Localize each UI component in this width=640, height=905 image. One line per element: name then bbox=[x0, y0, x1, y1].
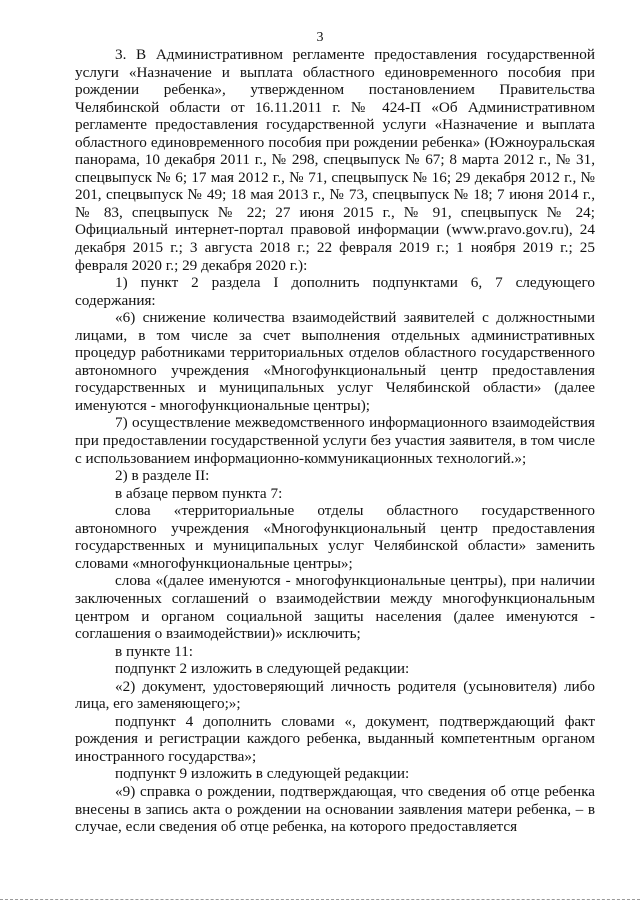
paragraph-subclause-4: подпункт 4 дополнить словами «, документ, подтверждающий факт рождения и регистрации каждого ребенка, выданный компетентным органом иностранного государства»; bbox=[75, 712, 595, 765]
paragraph-subclause-9-intro: подпункт 9 изложить в следующей редакции: bbox=[115, 765, 410, 783]
paragraph-amendment-intro: 3. В Административном регламенте предоставления государственной услуги «Назначение и выплата областного единовременного пособия при рождении ребенка», утвержденном постановлением Правительства Челябинской области от 16.11.2011 г. № 424-П «Об Административном регламенте предоставления государственной услуги «Назначение и выплата областного единовременного пособия при рождении ребенка» (Южноуральская панорама, 10 декабря 2011 г., № 298, спецвыпуск № 67; 8 марта 2012 г., № 31, спецвыпуск № 6; 17 мая 2012 г., № 71, спецвыпуск № 16; 29 декабря 2012 г., № 201, спецвыпуск № 49; 18 мая 2013 г., № 73, спецвыпуск № 18; 7 июня 2014 г., № 83, спецвыпуск № 22; 27 июня 2015 г., № 91, спецвыпуск № 24; Официальный интернет-портал правовой информации (www.pravo.gov.ru), 24 декабря 2015 г.; 3 августа 2018 г.; 22 февраля 2019 г.; 1 ноября 2019 г.; 25 февраля 2020 г.; 29 декабря 2020 г.): bbox=[75, 46, 595, 274]
paragraph-subitem-7: 7) осуществление межведомственного информационного взаимодействия при предоставлении государственной услуги без участия заявителя, в том числе с использованием информационно-коммуникационных технологий.»; bbox=[75, 414, 595, 467]
page-number: 3 bbox=[316, 30, 324, 45]
paragraph-clause-7-intro: в абзаце первом пункта 7: bbox=[115, 484, 283, 502]
paragraph-clause-7-replace: слова «территориальные отделы областного государственного автономного учреждения «Многофункциональный центр предоставления государственных и муниципальных услуг Челябинской области» заменить словами «многофункциональные центры»; bbox=[75, 502, 595, 572]
paragraph-clause-7-exclude: слова «(далее именуются - многофункциональные центры), при наличии заключенных соглашений о взаимодействии между многофункциональным центром и органом социальной защиты населения (далее именуются - соглашения о взаимодействии)» исключить; bbox=[75, 572, 595, 643]
scan-edge-line bbox=[0, 899, 640, 900]
paragraph-subitem-6: «6) снижение количества взаимодействий заявителей с должностными лицами, в том числе за счет выполнения отдельных административных процедур работниками территориальных отделов областного государственного автономного учреждения «Многофункциональный центр предоставления государственных и муниципальных услуг Челябинской области» (далее именуются - многофункциональные центры); bbox=[75, 309, 595, 414]
paragraph-subclause-2-intro: подпункт 2 изложить в следующей редакции: bbox=[115, 660, 410, 678]
paragraph-clause-11-intro: в пункте 11: bbox=[115, 642, 194, 660]
document-body bbox=[75, 46, 595, 836]
paragraph-item-2: 2) в разделе II: bbox=[115, 467, 210, 485]
paragraph-item-1: 1) пункт 2 раздела I дополнить подпунктами 6, 7 следующего содержания: bbox=[75, 274, 595, 309]
paragraph-subclause-9-text: «9) справка о рождении, подтверждающая, что сведения об отце ребенка внесены в запись акта о рождении на основании заявления матери ребенка, – в случае, если сведения об отце ребенка, на которого предоставляется bbox=[75, 782, 595, 836]
paragraph-subclause-2-text: «2) документ, удостоверяющий личность родителя (усыновителя) либо лица, его заменяющего;»; bbox=[75, 677, 595, 713]
